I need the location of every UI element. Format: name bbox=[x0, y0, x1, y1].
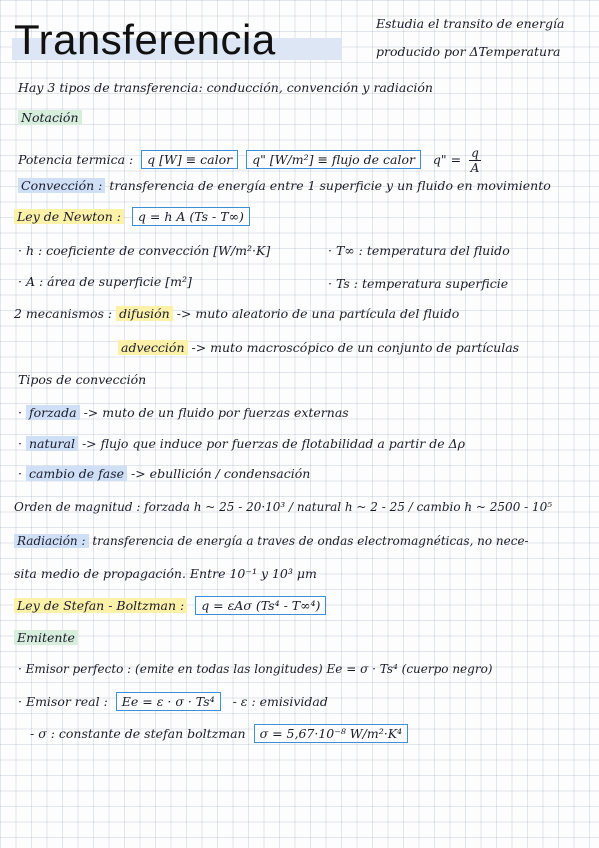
sigma-value: σ = 5,67·10⁻⁸ W/m²·K⁴ bbox=[254, 724, 409, 743]
def-a: · A : área de superficie [m²] bbox=[18, 274, 192, 289]
conveccion-text: transferencia de energía entre 1 superficie y un fluido en movimiento bbox=[109, 178, 551, 193]
cambio-text: -> ebullición / condensación bbox=[131, 466, 311, 481]
adveccion-row bbox=[118, 340, 519, 355]
flux-formula: q" = bbox=[432, 152, 462, 167]
difusion-text: -> muto aleatorio de una partícula del fluido bbox=[176, 306, 460, 321]
orden-magnitud: Orden de magnitud : forzada h ~ 25 - 20·10³ / natural h ~ 2 - 25 / cambio h ~ 2500 - 10⁵ bbox=[14, 500, 553, 514]
emisividad-def: - ε : emisividad bbox=[232, 694, 328, 709]
adveccion-text: -> muto macroscópico de un conjunto de partículas bbox=[191, 340, 520, 355]
notacion-row bbox=[18, 146, 481, 175]
flux-fraction bbox=[469, 146, 481, 175]
side-note-line-1: Estudia el transito de energía bbox=[376, 16, 565, 31]
stefan-formula: q = εAσ (Ts⁴ - T∞⁴) bbox=[195, 596, 326, 615]
forzada-text: -> muto de un fluido por fuerzas externas bbox=[83, 405, 349, 420]
tipos-heading: Tipos de convección bbox=[18, 372, 147, 387]
def-h: · h : coeficiente de convección [W/m²·K] bbox=[18, 243, 271, 258]
def-tinf: · T∞ : temperatura del fluido bbox=[328, 243, 510, 258]
natural-term: natural bbox=[26, 436, 78, 451]
stefan-row bbox=[14, 598, 326, 613]
newton-formula: q = h A (Ts - T∞) bbox=[132, 207, 250, 226]
flux-fraction-num: q bbox=[471, 146, 479, 160]
adveccion-term: advección bbox=[118, 340, 188, 355]
difusion-term: difusión bbox=[116, 306, 173, 321]
notacion-heading bbox=[18, 110, 82, 125]
radiacion-label: Radiación : bbox=[14, 534, 89, 548]
radiacion-text-1: transferencia de energía a traves de ondas electromagnéticas, no nece- bbox=[92, 534, 529, 548]
emisor-real-formula: Ee = ε · σ · Ts⁴ bbox=[116, 692, 221, 711]
tipo-cambio: · cambio de fase -> ebullición / condensación bbox=[18, 466, 311, 481]
radiacion-text-2: sita medio de propagación. Entre 10⁻¹ y 10³ μm bbox=[14, 566, 317, 581]
def-ts: · Ts : temperatura superficie bbox=[328, 276, 509, 291]
page-title: Transferencia bbox=[14, 16, 276, 63]
radiacion-row bbox=[14, 534, 529, 548]
cambio-term: cambio de fase bbox=[26, 466, 127, 481]
flux-fraction-den: A bbox=[470, 161, 480, 175]
tipo-natural: · natural -> flujo que induce por fuerzas de flotabilidad a partir de Δρ bbox=[18, 436, 465, 451]
conveccion-row bbox=[18, 178, 551, 193]
flux-box: q" [W/m²] ≡ flujo de calor bbox=[246, 150, 421, 169]
natural-text: -> flujo que induce por fuerzas de flotabilidad a partir de Δρ bbox=[81, 436, 465, 451]
intro-text: Hay 3 tipos de transferencia: conducción, convención y radiación bbox=[18, 80, 433, 95]
stefan-label: Ley de Stefan - Boltzman : bbox=[14, 598, 187, 613]
newton-row bbox=[14, 209, 250, 224]
notacion-heading-text: Notación bbox=[18, 110, 82, 125]
emisor-real-row bbox=[18, 694, 328, 709]
newton-label: Ley de Newton : bbox=[14, 209, 124, 224]
emitente-heading-text: Emitente bbox=[14, 630, 78, 645]
mecanismos-label: 2 mecanismos : bbox=[14, 306, 113, 321]
sigma-row bbox=[30, 726, 408, 741]
side-note-line-2: producido por ΔTemperatura bbox=[376, 44, 561, 59]
forzada-term: forzada bbox=[26, 405, 80, 420]
conveccion-label: Convección : bbox=[18, 178, 105, 193]
potencia-label: Potencia termica : bbox=[18, 152, 134, 167]
emisor-real-label: · Emisor real : bbox=[18, 694, 108, 709]
emitente-heading bbox=[14, 630, 78, 645]
emisor-perfecto: · Emisor perfecto : (emite en todas las longitudes) Ee = σ · Ts⁴ (cuerpo negro) bbox=[18, 662, 493, 676]
tipo-forzada: · forzada -> muto de un fluido por fuerzas externas bbox=[18, 405, 349, 420]
mecanismos-row bbox=[14, 306, 459, 321]
q-box: q [W] ≡ calor bbox=[141, 150, 238, 169]
sigma-def: - σ : constante de stefan boltzman bbox=[30, 726, 246, 741]
